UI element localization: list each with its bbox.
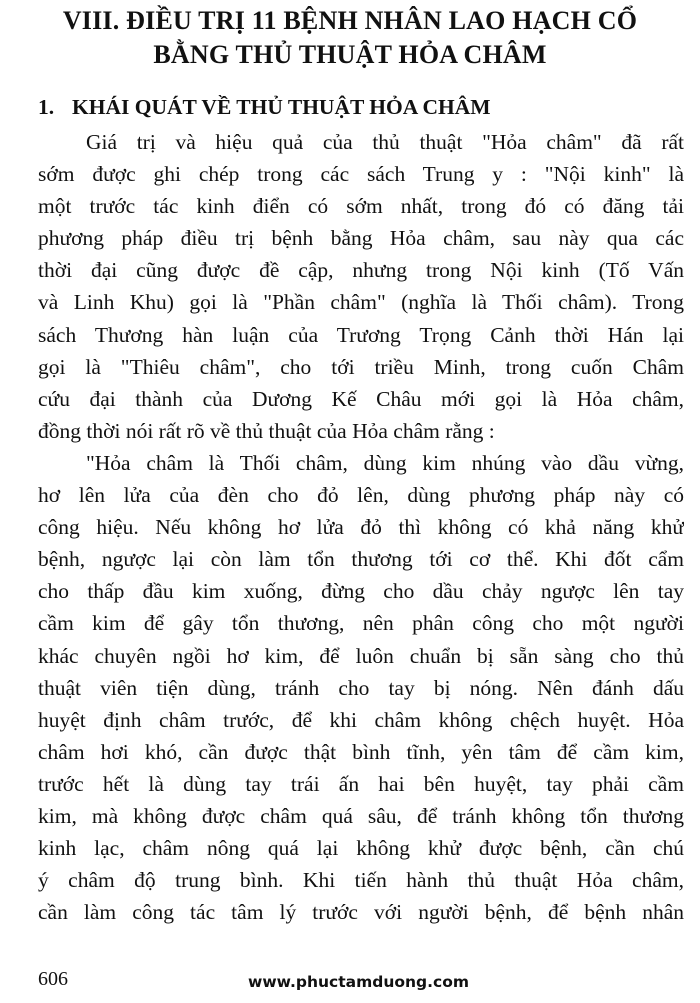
text-line: kim, mà không được châm quá sâu, để tránh không tổn thương (38, 803, 684, 828)
chapter-title-line-1: VIII. ĐIỀU TRỊ 11 BỆNH NHÂN LAO HẠCH CỔ (62, 6, 638, 35)
text-line: huyệt định châm trước, để khi châm không chệch huyệt. Hỏa (38, 707, 684, 732)
text-line: kinh lạc, châm nông quá lại không khử được bệnh, cần chú (38, 836, 684, 861)
section-number: 1. (38, 95, 55, 119)
text-line: trước hết là dùng tay trái ấn hai bên huyệt, tay phải cầm (38, 771, 684, 796)
text-line: khác chuyên ngồi hơ kim, để luôn chuẩn bị sẵn sàng cho thủ (38, 643, 684, 668)
text-line: sớm được ghi chép trong các sách Trung y : "Nội kinh" là (38, 162, 684, 187)
text-line: thời đại cũng được đề cập, nhưng trong Nội kinh (Tố Vấn (38, 258, 684, 283)
website-watermark: www.phuctamduong.com (248, 973, 470, 991)
text-line: và Linh Khu) gọi là "Phần châm" (nghĩa là Thối châm). Trong (38, 290, 684, 315)
text-line: sách Thương hàn luận của Trương Trọng Cảnh thời Hán lại (38, 322, 684, 347)
body-text (38, 126, 684, 928)
text-line: ý châm độ trung bình. Khi tiến hành thủ thuật Hỏa châm, (38, 868, 684, 893)
text-line: gọi là "Thiêu châm", cho tới triều Minh, trong cuốn Châm (38, 354, 684, 379)
text-line: bệnh, ngược lại còn làm tổn thương tới cơ thể. Khi đốt cẩm (38, 547, 684, 572)
text-line: đồng thời nói rất rõ về thủ thuật của Hỏa châm rằng : (38, 418, 495, 443)
text-line: cho thấp đầu kim xuống, đừng cho dầu chảy ngược lên tay (38, 579, 684, 604)
text-line: hơ lên lửa của đèn cho đỏ lên, dùng phương pháp này có (38, 483, 684, 508)
text-line: cần làm công tác tâm lý trước với người bệnh, để bệnh nhân (38, 900, 684, 925)
text-line: công hiệu. Nếu không hơ lửa đỏ thì không có khả năng khử (38, 515, 684, 540)
chapter-title (20, 4, 680, 72)
text-line: cứu đại thành của Dương Kế Châu mới gọi là Hỏa châm, (38, 386, 684, 411)
text-line: cầm kim để gây tổn thương, nên phân công cho một người (38, 611, 684, 636)
text-line: Giá trị và hiệu quả của thủ thuật "Hỏa châm" đã rất (86, 130, 684, 154)
section-heading (38, 92, 491, 122)
text-line: phương pháp điều trị bệnh bằng Hỏa châm, sau này qua các (38, 226, 684, 251)
chapter-title-line-2: BẰNG THỦ THUẬT HỎA CHÂM (153, 40, 547, 69)
page-number: 606 (38, 968, 68, 990)
text-line: thuật viên tiện dùng, tránh cho tay bị nóng. Nên đánh dấu (38, 675, 684, 700)
text-line: "Hỏa châm là Thối châm, dùng kim nhúng vào dầu vừng, (86, 450, 684, 475)
text-line: một trước tác kinh điển có sớm nhất, trong đó có đăng tải (38, 194, 684, 219)
section-title: KHÁI QUÁT VỀ THỦ THUẬT HỎA CHÂM (72, 95, 491, 119)
text-line: châm hơi khó, cần được thật bình tĩnh, yên tâm để cầm kim, (38, 739, 684, 764)
